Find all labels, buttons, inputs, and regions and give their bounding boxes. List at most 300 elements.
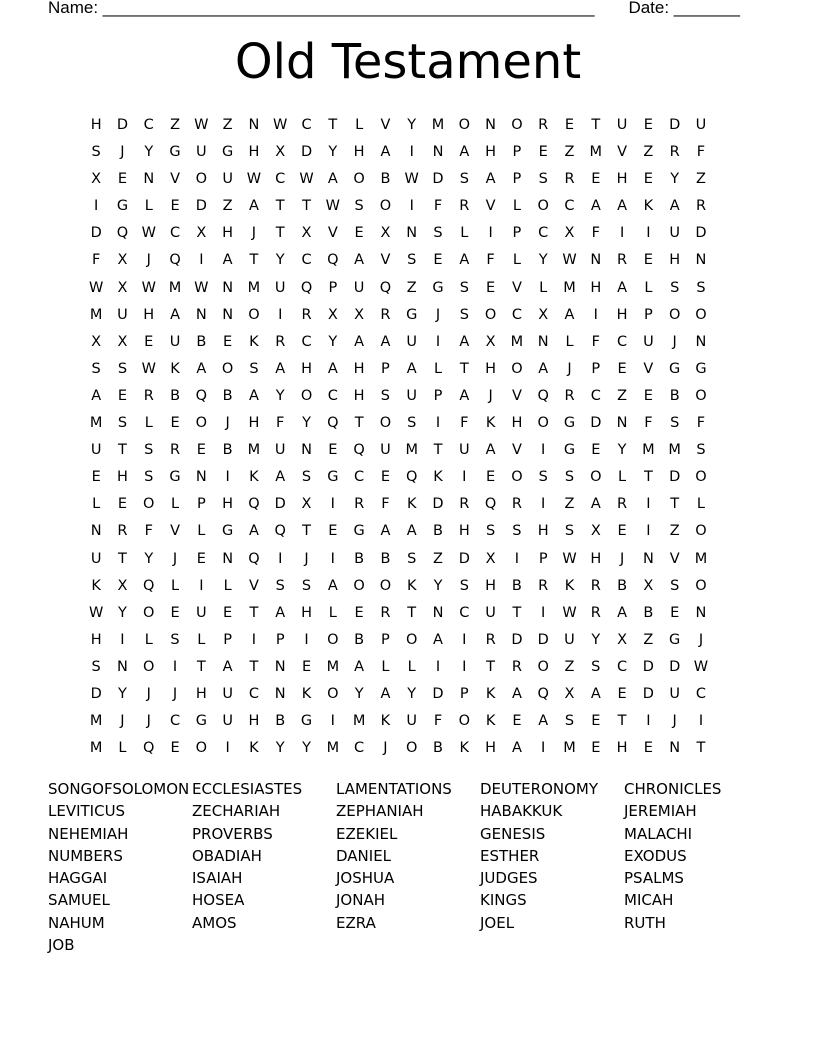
grid-letter[interactable]: G xyxy=(432,279,444,296)
grid-letter[interactable]: A xyxy=(459,387,470,404)
grid-letter[interactable]: M xyxy=(247,279,261,296)
grid-letter[interactable]: Z xyxy=(564,658,575,675)
grid-letter[interactable]: Y xyxy=(302,740,311,757)
grid-letter[interactable]: T xyxy=(407,604,417,621)
grid-letter[interactable]: D xyxy=(537,631,549,648)
grid-letter[interactable]: M xyxy=(352,713,366,730)
grid-letter[interactable]: B xyxy=(222,442,233,459)
grid-letter[interactable]: G xyxy=(222,144,234,161)
grid-letter[interactable]: L xyxy=(512,252,521,269)
grid-letter[interactable]: C xyxy=(169,225,181,242)
grid-letter[interactable]: S xyxy=(512,523,522,540)
grid-letter[interactable]: A xyxy=(564,306,575,323)
grid-letter[interactable]: Q xyxy=(248,550,260,567)
grid-letter[interactable]: M xyxy=(89,740,103,757)
grid-letter[interactable]: O xyxy=(327,685,339,702)
grid-letter[interactable]: H xyxy=(458,523,470,540)
grid-letter[interactable]: I xyxy=(435,658,441,675)
grid-letter[interactable]: O xyxy=(379,198,392,215)
grid-letter[interactable]: J xyxy=(672,713,677,730)
grid-letter[interactable]: Q xyxy=(379,279,392,296)
grid-letter[interactable]: N xyxy=(222,306,234,323)
grid-letter[interactable]: S xyxy=(459,306,469,323)
grid-letter[interactable]: Z xyxy=(643,631,654,648)
grid-letter[interactable]: W xyxy=(88,279,104,296)
grid-letter[interactable]: D xyxy=(695,225,707,242)
grid-letter[interactable]: E xyxy=(591,442,601,459)
grid-letter[interactable]: Q xyxy=(143,740,155,757)
grid-letter[interactable]: M xyxy=(168,279,182,296)
grid-letter[interactable]: X xyxy=(564,685,575,702)
grid-letter[interactable]: C xyxy=(248,685,259,702)
grid-letter[interactable]: N xyxy=(248,117,260,133)
grid-letter[interactable]: D xyxy=(511,631,523,648)
grid-letter[interactable]: J xyxy=(146,685,151,702)
grid-letter[interactable]: S xyxy=(91,144,101,161)
grid-letter[interactable]: U xyxy=(669,685,680,702)
grid-letter[interactable]: I xyxy=(593,306,598,323)
grid-letter[interactable]: M xyxy=(431,117,445,133)
grid-letter[interactable]: O xyxy=(695,387,707,404)
grid-letter[interactable]: U xyxy=(117,306,128,323)
grid-letter[interactable]: T xyxy=(249,658,259,675)
grid-letter[interactable]: L xyxy=(197,523,206,540)
grid-letter[interactable]: X xyxy=(590,523,601,540)
grid-letter[interactable]: I xyxy=(514,550,520,567)
grid-letter[interactable]: S xyxy=(459,577,469,594)
grid-letter[interactable]: Z xyxy=(406,279,417,296)
grid-letter[interactable]: T xyxy=(249,252,259,269)
grid-letter[interactable]: K xyxy=(485,685,496,702)
grid-letter[interactable]: B xyxy=(354,550,365,567)
grid-letter[interactable]: E xyxy=(643,252,653,269)
grid-letter[interactable]: D xyxy=(195,198,207,215)
grid-letter[interactable]: R xyxy=(485,631,496,648)
grid-letter[interactable]: H xyxy=(590,279,602,296)
grid-letter[interactable]: X xyxy=(117,577,128,594)
grid-letter[interactable]: S xyxy=(670,577,680,594)
grid-letter[interactable]: F xyxy=(644,415,653,432)
grid-letter[interactable]: B xyxy=(275,713,286,730)
grid-letter[interactable]: M xyxy=(326,658,340,675)
grid-letter[interactable]: P xyxy=(433,387,443,404)
grid-letter[interactable]: C xyxy=(511,306,522,323)
grid-letter[interactable]: S xyxy=(144,442,154,459)
grid-letter[interactable]: U xyxy=(196,604,207,621)
grid-letter[interactable]: Y xyxy=(275,252,285,269)
grid-letter[interactable]: A xyxy=(380,523,391,540)
grid-letter[interactable]: H xyxy=(195,685,207,702)
grid-letter[interactable]: C xyxy=(538,225,549,242)
grid-letter[interactable]: K xyxy=(643,198,654,215)
grid-letter[interactable]: E xyxy=(591,713,601,730)
grid-letter[interactable]: M xyxy=(563,279,576,296)
grid-letter[interactable]: G xyxy=(195,713,207,730)
grid-letter[interactable]: E xyxy=(486,469,496,486)
grid-letter[interactable]: V xyxy=(248,577,259,594)
grid-letter[interactable]: J xyxy=(567,360,572,377)
grid-letter[interactable]: D xyxy=(642,685,654,702)
date-field[interactable]: Date: _______ xyxy=(628,0,740,17)
grid-letter[interactable]: H xyxy=(485,360,497,377)
grid-letter[interactable]: L xyxy=(433,360,443,377)
grid-letter[interactable]: O xyxy=(221,360,234,377)
grid-letter[interactable]: G xyxy=(169,144,181,161)
grid-letter[interactable]: A xyxy=(433,631,443,648)
grid-letter[interactable]: E xyxy=(643,740,653,757)
grid-letter[interactable]: W xyxy=(562,550,577,567)
grid-letter[interactable]: U xyxy=(90,550,102,567)
grid-letter[interactable]: T xyxy=(328,117,338,133)
grid-letter[interactable]: X xyxy=(275,144,286,161)
grid-letter[interactable]: E xyxy=(170,740,180,757)
grid-letter[interactable]: A xyxy=(91,387,102,404)
grid-letter[interactable]: C xyxy=(590,387,601,404)
grid-letter[interactable]: N xyxy=(616,415,628,432)
grid-letter[interactable]: E xyxy=(328,442,338,459)
grid-letter[interactable]: H xyxy=(616,171,628,188)
grid-letter[interactable]: T xyxy=(275,198,285,215)
grid-letter[interactable]: H xyxy=(485,577,497,594)
grid-letter[interactable]: A xyxy=(406,360,417,377)
grid-letter[interactable]: C xyxy=(301,252,312,269)
grid-letter[interactable]: I xyxy=(462,631,467,648)
grid-letter[interactable]: H xyxy=(353,360,365,377)
grid-letter[interactable]: R xyxy=(459,496,470,513)
grid-letter[interactable]: K xyxy=(91,577,101,594)
grid-letter[interactable]: T xyxy=(643,469,653,486)
grid-letter[interactable]: R xyxy=(695,198,707,215)
grid-letter[interactable]: Z xyxy=(433,550,443,567)
grid-letter[interactable]: N xyxy=(669,740,681,757)
grid-letter[interactable]: O xyxy=(379,415,392,432)
grid-letter[interactable]: U xyxy=(380,442,391,459)
grid-letter[interactable]: R xyxy=(669,144,680,161)
grid-letter[interactable]: E xyxy=(538,144,548,161)
grid-letter[interactable]: R xyxy=(564,171,575,188)
grid-letter[interactable]: P xyxy=(381,360,390,377)
grid-letter[interactable]: L xyxy=(170,577,180,594)
grid-letter[interactable]: O xyxy=(300,387,313,404)
grid-letter[interactable]: A xyxy=(354,252,365,269)
grid-letter[interactable]: L xyxy=(197,631,206,648)
grid-letter[interactable]: S xyxy=(275,577,285,594)
grid-letter[interactable]: S xyxy=(670,279,680,296)
grid-letter[interactable]: R xyxy=(590,604,601,621)
grid-letter[interactable]: H xyxy=(248,713,260,730)
grid-letter[interactable]: C xyxy=(354,740,365,757)
grid-letter[interactable]: O xyxy=(590,469,602,486)
grid-letter[interactable]: A xyxy=(459,144,470,161)
grid-letter[interactable]: V xyxy=(170,523,180,540)
grid-letter[interactable]: C xyxy=(327,387,338,404)
grid-letter[interactable]: H xyxy=(353,144,365,161)
grid-letter[interactable]: T xyxy=(118,550,127,567)
grid-letter[interactable]: I xyxy=(646,523,651,540)
grid-letter[interactable]: J xyxy=(120,144,125,161)
grid-letter[interactable]: L xyxy=(92,496,101,513)
grid-letter[interactable]: I xyxy=(330,496,335,513)
grid-letter[interactable]: V xyxy=(669,550,680,567)
grid-letter[interactable]: E xyxy=(617,685,627,702)
grid-letter[interactable]: H xyxy=(248,144,260,161)
grid-letter[interactable]: U xyxy=(564,631,575,648)
grid-letter[interactable]: P xyxy=(538,550,548,567)
grid-letter[interactable]: O xyxy=(695,523,707,540)
grid-letter[interactable]: X xyxy=(117,279,128,296)
grid-letter[interactable]: R xyxy=(170,442,181,459)
grid-letter[interactable]: E xyxy=(223,333,233,350)
grid-letter[interactable]: J xyxy=(251,225,257,242)
grid-letter[interactable]: I xyxy=(435,415,441,432)
grid-letter[interactable]: J xyxy=(172,685,178,702)
grid-letter[interactable]: P xyxy=(512,171,522,188)
grid-letter[interactable]: X xyxy=(354,306,365,323)
grid-letter[interactable]: A xyxy=(248,198,259,215)
grid-letter[interactable]: C xyxy=(275,171,286,188)
grid-letter[interactable]: J xyxy=(619,550,625,567)
grid-letter[interactable]: D xyxy=(432,685,444,702)
grid-letter[interactable]: K xyxy=(380,713,391,730)
grid-letter[interactable]: V xyxy=(170,171,180,188)
grid-letter[interactable]: A xyxy=(354,333,365,350)
grid-letter[interactable]: U xyxy=(90,442,102,459)
grid-letter[interactable]: E xyxy=(328,523,338,540)
grid-letter[interactable]: N xyxy=(432,144,444,161)
grid-letter[interactable]: O xyxy=(195,415,208,432)
grid-letter[interactable]: J xyxy=(146,713,151,730)
grid-letter[interactable]: E xyxy=(591,171,601,188)
grid-letter[interactable]: R xyxy=(617,496,628,513)
grid-letter[interactable]: R xyxy=(275,333,286,350)
grid-letter[interactable]: S xyxy=(696,279,706,296)
grid-letter[interactable]: E xyxy=(223,604,233,621)
grid-letter[interactable]: Y xyxy=(407,117,417,133)
grid-letter[interactable]: M xyxy=(694,550,708,567)
grid-letter[interactable]: L xyxy=(355,117,364,133)
grid-letter[interactable]: I xyxy=(330,550,335,567)
grid-letter[interactable]: Y xyxy=(275,387,285,404)
grid-letter[interactable]: O xyxy=(511,469,523,486)
grid-letter[interactable]: A xyxy=(327,360,338,377)
grid-letter[interactable]: E xyxy=(354,225,364,242)
grid-letter[interactable]: N xyxy=(485,117,497,133)
grid-letter[interactable]: M xyxy=(563,740,576,757)
grid-letter[interactable]: N xyxy=(274,658,286,675)
grid-letter[interactable]: D xyxy=(458,550,470,567)
grid-letter[interactable]: H xyxy=(248,415,260,432)
grid-letter[interactable]: E xyxy=(117,387,128,404)
grid-letter[interactable]: M xyxy=(247,442,261,459)
grid-letter[interactable]: Z xyxy=(170,117,180,133)
grid-letter[interactable]: C xyxy=(354,469,365,486)
grid-letter[interactable]: X xyxy=(117,252,128,269)
grid-letter[interactable]: M xyxy=(89,415,103,432)
grid-letter[interactable]: U xyxy=(222,171,233,188)
grid-letter[interactable]: D xyxy=(642,658,654,675)
grid-letter[interactable]: X xyxy=(380,225,391,242)
grid-letter[interactable]: U xyxy=(274,442,286,459)
grid-letter[interactable]: A xyxy=(170,306,180,323)
grid-letter[interactable]: U xyxy=(643,333,654,350)
grid-letter[interactable]: O xyxy=(511,117,523,133)
grid-letter[interactable]: M xyxy=(89,713,103,730)
grid-letter[interactable]: Y xyxy=(617,442,627,459)
grid-letter[interactable]: E xyxy=(170,415,180,432)
grid-letter[interactable]: S xyxy=(407,415,417,432)
grid-letter[interactable]: V xyxy=(511,279,522,296)
grid-letter[interactable]: R xyxy=(511,496,522,513)
grid-letter[interactable]: T xyxy=(512,604,522,621)
grid-letter[interactable]: Q xyxy=(274,523,286,540)
grid-letter[interactable]: I xyxy=(541,604,546,621)
grid-letter[interactable]: O xyxy=(248,306,260,323)
grid-letter[interactable]: H xyxy=(669,252,681,269)
grid-letter[interactable]: I xyxy=(330,713,335,730)
grid-letter[interactable]: F xyxy=(591,333,600,350)
grid-letter[interactable]: Y xyxy=(407,685,417,702)
grid-letter[interactable]: Z xyxy=(617,387,628,404)
grid-letter[interactable]: S xyxy=(433,225,443,242)
grid-letter[interactable]: G xyxy=(695,360,707,377)
grid-letter[interactable]: J xyxy=(146,252,151,269)
grid-letter[interactable]: B xyxy=(380,171,391,188)
grid-letter[interactable]: X xyxy=(538,306,549,323)
grid-letter[interactable]: H xyxy=(485,144,497,161)
grid-letter[interactable]: F xyxy=(486,252,495,269)
grid-letter[interactable]: Q xyxy=(327,415,339,432)
grid-letter[interactable]: I xyxy=(94,198,99,215)
grid-letter[interactable]: E xyxy=(170,604,180,621)
grid-letter[interactable]: E xyxy=(512,713,522,730)
grid-letter[interactable]: W xyxy=(246,171,262,188)
grid-letter[interactable]: L xyxy=(144,415,153,432)
grid-letter[interactable]: Y xyxy=(302,415,311,432)
grid-letter[interactable]: N xyxy=(222,550,234,567)
grid-letter[interactable]: Z xyxy=(564,144,575,161)
grid-letter[interactable]: E xyxy=(170,198,180,215)
grid-letter[interactable]: T xyxy=(354,415,364,432)
grid-letter[interactable]: O xyxy=(353,577,365,594)
grid-letter[interactable]: H xyxy=(616,740,628,757)
grid-letter[interactable]: N xyxy=(195,306,207,323)
grid-letter[interactable]: F xyxy=(696,144,706,161)
grid-letter[interactable]: O xyxy=(695,577,707,594)
grid-letter[interactable]: R xyxy=(117,523,128,540)
grid-letter[interactable]: C xyxy=(301,333,312,350)
grid-letter[interactable]: B xyxy=(222,387,233,404)
grid-letter[interactable]: X xyxy=(327,306,338,323)
grid-letter[interactable]: S xyxy=(564,523,575,540)
grid-letter[interactable]: C xyxy=(169,713,181,730)
grid-letter[interactable]: K xyxy=(433,469,443,486)
grid-letter[interactable]: P xyxy=(459,685,469,702)
grid-letter[interactable]: U xyxy=(616,117,628,133)
grid-letter[interactable]: G xyxy=(563,415,576,432)
grid-letter[interactable]: T xyxy=(249,604,259,621)
grid-letter[interactable]: D xyxy=(300,144,313,161)
grid-letter[interactable]: C xyxy=(301,117,312,133)
grid-letter[interactable]: J xyxy=(383,740,388,757)
grid-letter[interactable]: R xyxy=(538,577,549,594)
grid-letter[interactable]: H xyxy=(301,604,312,621)
grid-letter[interactable]: W xyxy=(273,117,288,133)
grid-letter[interactable]: D xyxy=(669,658,681,675)
grid-letter[interactable]: L xyxy=(118,740,127,757)
grid-letter[interactable]: I xyxy=(120,631,125,648)
grid-letter[interactable]: B xyxy=(170,387,181,404)
grid-letter[interactable]: D xyxy=(116,117,129,133)
grid-letter[interactable]: R xyxy=(590,577,601,594)
grid-letter[interactable]: F xyxy=(460,415,469,432)
grid-letter[interactable]: Q xyxy=(537,685,549,702)
grid-letter[interactable]: W xyxy=(562,604,577,621)
grid-letter[interactable]: E xyxy=(354,604,364,621)
grid-letter[interactable]: H xyxy=(90,117,102,133)
grid-letter[interactable]: L xyxy=(170,496,180,513)
grid-letter[interactable]: T xyxy=(302,198,311,215)
grid-letter[interactable]: K xyxy=(249,333,259,350)
grid-letter[interactable]: I xyxy=(619,225,625,242)
grid-letter[interactable]: A xyxy=(196,360,207,377)
grid-letter[interactable]: Y xyxy=(328,144,338,161)
grid-letter[interactable]: O xyxy=(353,171,365,188)
grid-letter[interactable]: N xyxy=(590,252,602,269)
grid-letter[interactable]: Z xyxy=(643,144,654,161)
grid-letter[interactable]: I xyxy=(541,496,546,513)
grid-letter[interactable]: I xyxy=(225,740,230,757)
grid-letter[interactable]: W xyxy=(693,658,709,675)
grid-letter[interactable]: A xyxy=(485,171,496,188)
grid-letter[interactable]: E xyxy=(486,279,496,296)
grid-letter[interactable]: V xyxy=(380,117,391,133)
grid-letter[interactable]: D xyxy=(90,225,102,242)
grid-letter[interactable]: O xyxy=(695,469,707,486)
grid-letter[interactable]: Q xyxy=(353,442,365,459)
grid-letter[interactable]: R xyxy=(143,387,154,404)
grid-letter[interactable]: I xyxy=(646,225,651,242)
grid-letter[interactable]: E xyxy=(643,387,653,404)
grid-letter[interactable]: G xyxy=(327,469,339,486)
grid-letter[interactable]: U xyxy=(695,117,707,133)
grid-letter[interactable]: S xyxy=(538,171,548,188)
grid-letter[interactable]: P xyxy=(512,144,522,161)
grid-letter[interactable]: Q xyxy=(195,387,208,404)
grid-letter[interactable]: N xyxy=(695,333,707,350)
grid-letter[interactable]: X xyxy=(91,171,102,188)
grid-letter[interactable]: S xyxy=(91,360,101,377)
grid-letter[interactable]: I xyxy=(541,442,546,459)
grid-letter[interactable]: Z xyxy=(564,496,575,513)
grid-letter[interactable]: F xyxy=(381,496,390,513)
grid-letter[interactable]: Z xyxy=(696,171,706,188)
grid-letter[interactable]: A xyxy=(327,171,338,188)
grid-letter[interactable]: S xyxy=(117,360,128,377)
grid-letter[interactable]: X xyxy=(485,550,496,567)
grid-letter[interactable]: X xyxy=(196,225,207,242)
grid-letter[interactable]: M xyxy=(510,333,524,350)
grid-letter[interactable]: G xyxy=(353,523,365,540)
grid-letter[interactable]: P xyxy=(275,631,285,648)
grid-letter[interactable]: K xyxy=(406,577,417,594)
grid-letter[interactable]: T xyxy=(433,442,443,459)
grid-letter[interactable]: Q xyxy=(169,252,181,269)
grid-letter[interactable]: I xyxy=(435,333,441,350)
grid-letter[interactable]: H xyxy=(222,225,234,242)
grid-letter[interactable]: N xyxy=(195,469,207,486)
grid-letter[interactable]: M xyxy=(326,740,340,757)
grid-letter[interactable]: W xyxy=(562,252,577,269)
